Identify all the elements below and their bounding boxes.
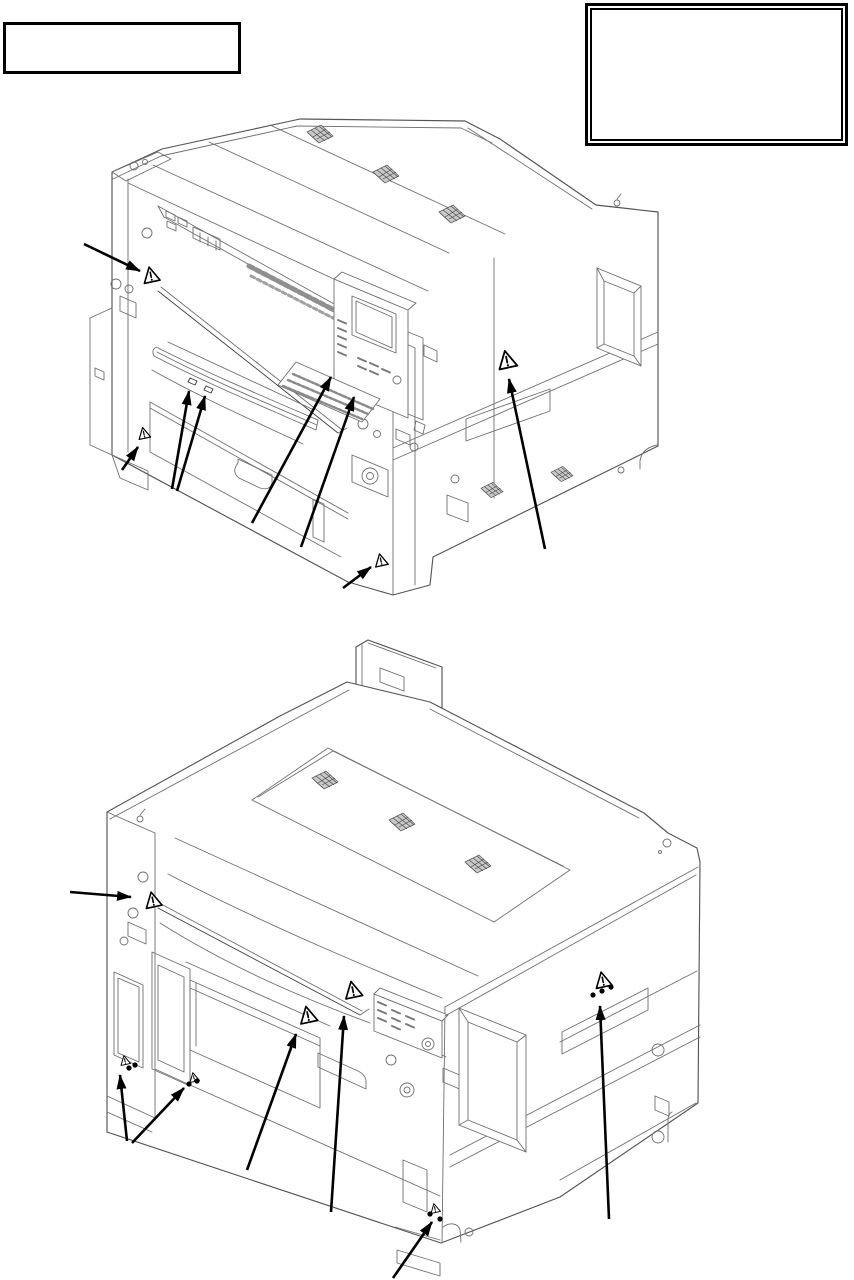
screw-dot xyxy=(126,1065,131,1070)
screw-dot xyxy=(599,988,604,993)
figure-bottom-machine-drawing xyxy=(107,640,700,1276)
screw-dot xyxy=(132,1062,137,1067)
screw-dot xyxy=(427,1211,432,1216)
screw-dot xyxy=(608,984,613,989)
figure-top-machine-drawing xyxy=(90,119,658,595)
screw-dot xyxy=(194,1078,199,1083)
screw-dot xyxy=(186,1081,191,1086)
screw-dot xyxy=(590,992,595,997)
screw-dot xyxy=(437,1216,442,1221)
